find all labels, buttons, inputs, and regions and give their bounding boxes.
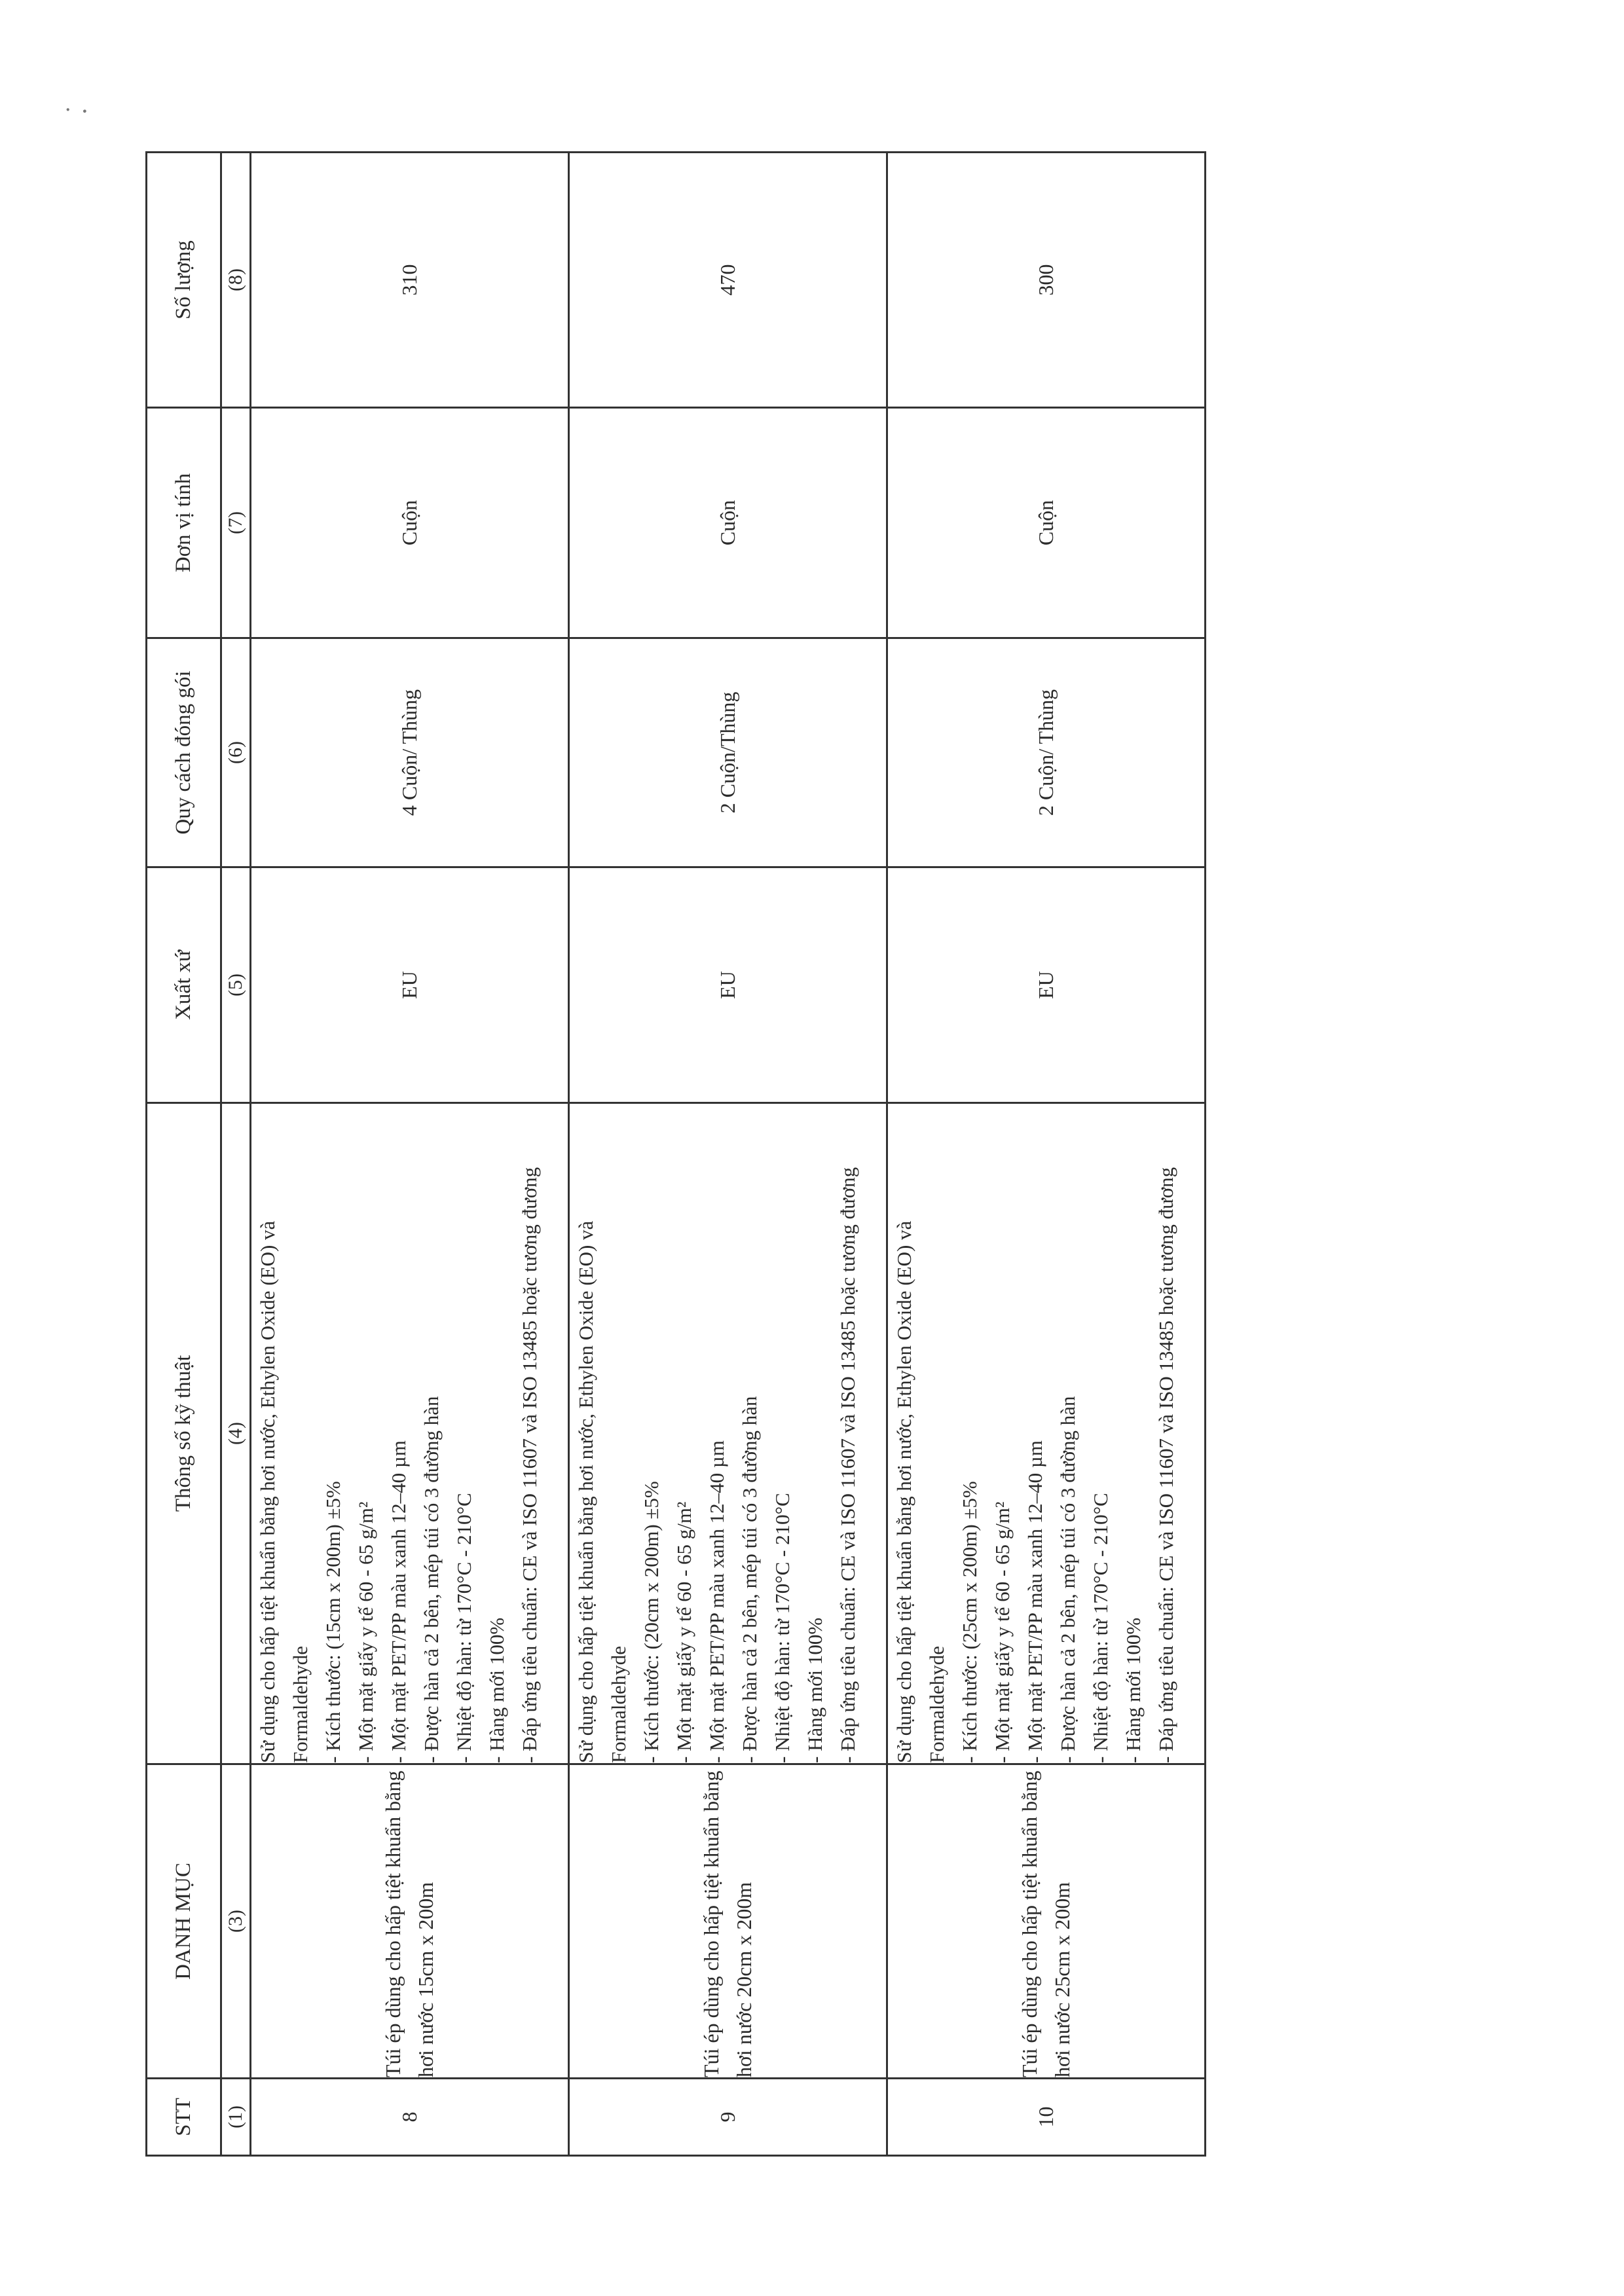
- header-thong-so: Thông số kỹ thuật: [147, 1103, 221, 1764]
- row-specs: [250, 1103, 568, 1764]
- spec-line: - Đáp ứng tiêu chuẩn: CE và ISO 11607 và ISO 13485 hoặc tương đương: [836, 1167, 859, 1763]
- column-number: (3): [221, 1764, 250, 2079]
- column-number: (1): [221, 2079, 250, 2156]
- spec-line: - Đáp ứng tiêu chuẩn: CE và ISO 11607 và ISO 13485 hoặc tương đương: [517, 1167, 541, 1763]
- spec-line: - Một mặt PET/PP màu xanh 12–40 µm: [386, 1440, 410, 1763]
- column-number: (5): [221, 867, 250, 1103]
- row-packaging: 4 Cuộn/ Thùng: [250, 638, 568, 867]
- row-name: Túi ép dùng cho hấp tiệt khuẩn bằng hơi nước 15cm x 200m: [250, 1764, 568, 2079]
- row-unit: Cuộn: [568, 408, 887, 638]
- row-unit: Cuộn: [887, 408, 1205, 638]
- row-name: Túi ép dùng cho hấp tiệt khuẩn bằng hơi nước 20cm x 200m: [568, 1764, 887, 2079]
- spec-line: - Một mặt PET/PP màu xanh 12–40 µm: [705, 1440, 728, 1763]
- header-so-luong: Số lượng: [147, 153, 221, 408]
- spec-line: Sử dụng cho hấp tiệt khuẩn bằng hơi nước, Ethylen Oxide (EO) và: [255, 1220, 279, 1763]
- spec-line: - Đáp ứng tiêu chuẩn: CE và ISO 11607 và ISO 13485 hoặc tương đương: [1154, 1167, 1177, 1763]
- row-packaging: 2 Cuộn/Thùng: [568, 638, 887, 867]
- spec-line: Formaldehyde: [288, 1645, 312, 1763]
- table-row: [568, 153, 887, 2156]
- spec-line: - Kích thước: (15cm x 200m) ±5%: [321, 1481, 344, 1763]
- spec-line: - Kích thước: (25cm x 200m) ±5%: [957, 1481, 981, 1763]
- spec-line: - Một mặt giấy y tế 60 - 65 g/m²: [354, 1501, 377, 1763]
- spec-line: - Hàng mới 100%: [803, 1617, 826, 1763]
- row-origin: EU: [887, 867, 1205, 1103]
- column-number: (7): [221, 408, 250, 638]
- column-number: (6): [221, 638, 250, 867]
- spec-line: Formaldehyde: [606, 1645, 630, 1763]
- row-stt: 10: [887, 2079, 1205, 2156]
- row-quantity: 300: [887, 153, 1205, 408]
- spec-line: Sử dụng cho hấp tiệt khuẩn bằng hơi nước, Ethylen Oxide (EO) và: [892, 1220, 915, 1763]
- header-xuat-xu: Xuất xứ: [147, 867, 221, 1103]
- table-body: [250, 153, 1205, 2156]
- column-number-row: [221, 153, 250, 2156]
- header-quy-cach: Quy cách đóng gói: [147, 638, 221, 867]
- spec-line: - Nhiệt độ hàn: từ 170°C - 210°C: [1088, 1493, 1112, 1763]
- header-don-vi: Đơn vị tính: [147, 408, 221, 638]
- spec-line: - Một mặt giấy y tế 60 - 65 g/m²: [990, 1501, 1014, 1763]
- column-number: (8): [221, 153, 250, 408]
- row-quantity: 470: [568, 153, 887, 408]
- spec-line: - Một mặt PET/PP màu xanh 12–40 µm: [1023, 1440, 1046, 1763]
- product-table: [145, 151, 1206, 2157]
- row-quantity: 310: [250, 153, 568, 408]
- header-danh-muc: DANH MỤC: [147, 1764, 221, 2079]
- row-stt: 9: [568, 2079, 887, 2156]
- spec-line: - Được hàn cả 2 bên, mép túi có 3 đường hàn: [737, 1396, 761, 1763]
- spec-line: - Được hàn cả 2 bên, mép túi có 3 đường hàn: [1056, 1396, 1079, 1763]
- row-origin: EU: [250, 867, 568, 1103]
- row-origin: EU: [568, 867, 887, 1103]
- rotated-page: [145, 153, 1206, 2157]
- header-row: [147, 153, 221, 2156]
- row-specs: [887, 1103, 1205, 1764]
- spec-line: - Hàng mới 100%: [485, 1617, 508, 1763]
- row-name: Túi ép dùng cho hấp tiệt khuẩn bằng hơi nước 25cm x 200m: [887, 1764, 1205, 2079]
- spec-line: Sử dụng cho hấp tiệt khuẩn bằng hơi nước, Ethylen Oxide (EO) và: [574, 1220, 597, 1763]
- column-number: (4): [221, 1103, 250, 1764]
- spec-line: - Một mặt giấy y tế 60 - 65 g/m²: [672, 1501, 695, 1763]
- spec-line: - Hàng mới 100%: [1121, 1617, 1145, 1763]
- spec-line: - Kích thước: (20cm x 200m) ±5%: [639, 1481, 663, 1763]
- table-row: [250, 153, 568, 2156]
- scan-speck: ˙ ·: [61, 96, 94, 132]
- header-stt: STT: [147, 2079, 221, 2156]
- spec-line: - Được hàn cả 2 bên, mép túi có 3 đường hàn: [419, 1396, 443, 1763]
- spec-line: - Nhiệt độ hàn: từ 170°C - 210°C: [770, 1493, 794, 1763]
- row-unit: Cuộn: [250, 408, 568, 638]
- row-stt: 8: [250, 2079, 568, 2156]
- spec-line: Formaldehyde: [925, 1645, 948, 1763]
- table-row: [887, 153, 1205, 2156]
- row-packaging: 2 Cuộn/ Thùng: [887, 638, 1205, 867]
- row-specs: [568, 1103, 887, 1764]
- spec-line: - Nhiệt độ hàn: từ 170°C - 210°C: [452, 1493, 475, 1763]
